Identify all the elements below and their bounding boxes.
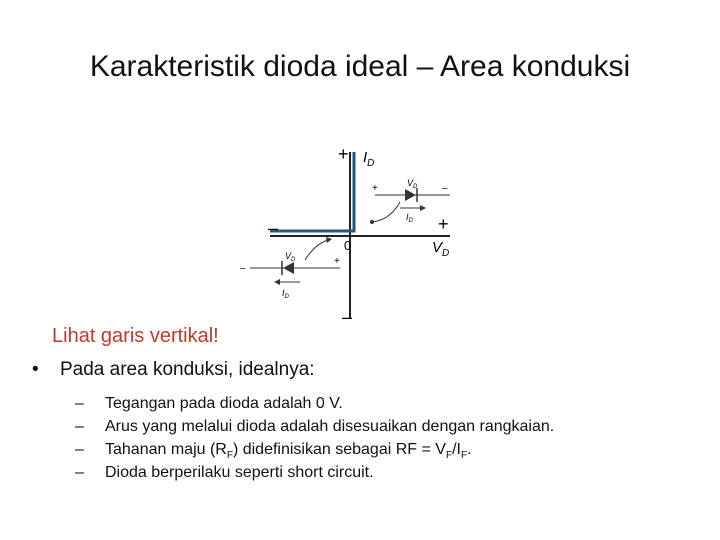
note-text: Lihat garis vertikal! [52,325,219,347]
list-item: – Tegangan pada dioda adalah 0 V. [75,395,343,412]
list-item: – Tahanan maju $(R_F)$ didefinisikan sebagai RF = $V_F/I_F$. [75,441,472,462]
x-axis-minus: – [268,218,279,238]
svg-text:+: + [372,183,378,194]
x-axis-label: $V_D$ [432,239,450,259]
bullet-marker: • [32,359,39,380]
list-item: – Dioda berperilaku seperti short circuit. [75,464,374,481]
svg-text:VD: $V_D$ [285,251,296,263]
sub-list [75,392,554,484]
svg-text:ID: $I_D$ [406,212,413,224]
origin-label: 0 [344,238,352,253]
svg-text:–: – [240,263,246,274]
list-item: – Arus yang melalui dioda adalah disesuaikan dengan rangkaian. [75,418,555,435]
reverse-diode [240,237,340,300]
y-axis-minus: – [342,307,353,325]
bullet-text: Pada area konduksi, idealnya: [60,359,315,380]
y-axis-plus: + [338,144,349,164]
bullet-item [32,359,315,381]
y-axis-label: $I_D$ [363,149,375,169]
slide-title: Karakteristik dioda ideal – Area konduksi [89,50,631,83]
svg-text:+: + [334,256,340,267]
diode-characteristic-figure [230,140,470,325]
x-axis-plus: + [438,214,449,234]
svg-text:ID: $I_D$ [282,288,289,300]
svg-text:–: – [442,183,448,194]
svg-text:VD: $V_D$ [407,178,418,190]
